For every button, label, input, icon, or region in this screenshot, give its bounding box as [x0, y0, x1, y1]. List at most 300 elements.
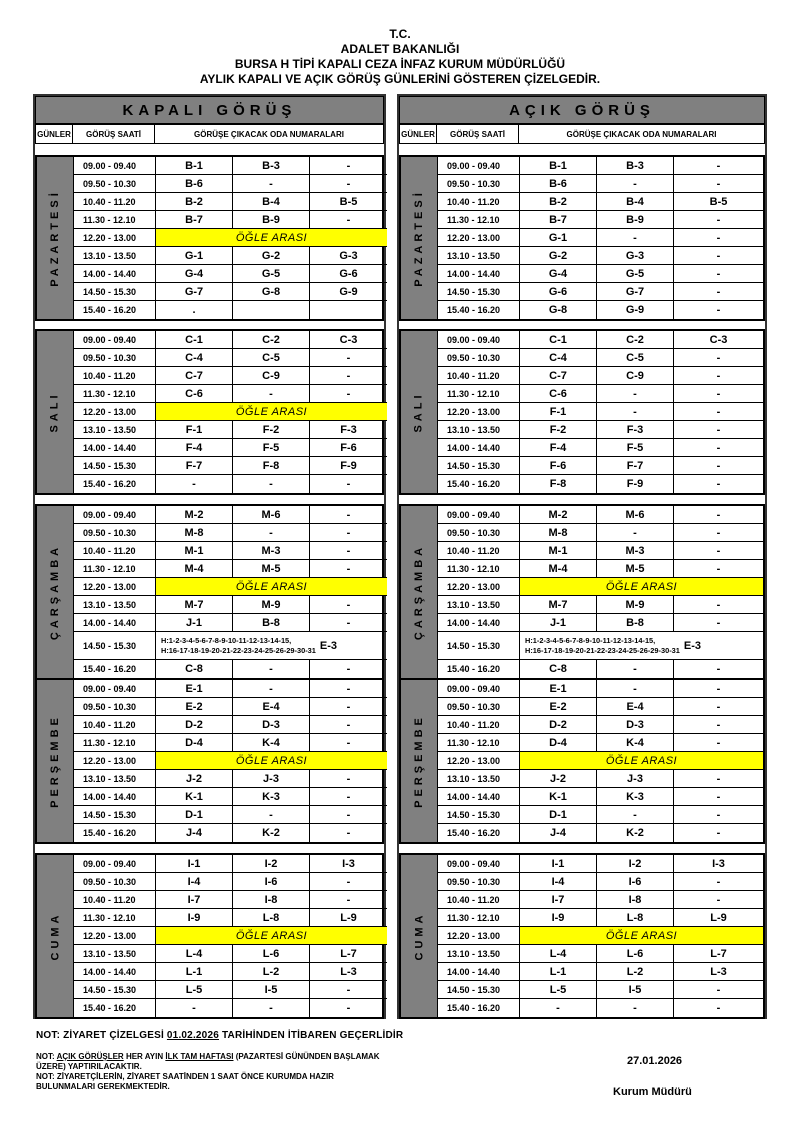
room-number: B-7 [156, 211, 233, 228]
table-row [438, 457, 763, 475]
room-number: - [233, 680, 310, 697]
room-number: G-8 [233, 283, 310, 300]
room-number: I-9 [156, 909, 233, 926]
room-number: M-4 [156, 560, 233, 577]
room-number: - [233, 806, 310, 823]
time-slot: 09.00 - 09.40 [74, 506, 156, 523]
table-row [74, 824, 387, 842]
day-label [37, 331, 74, 493]
room-number: I-5 [597, 981, 674, 998]
time-slot: 10.40 - 11.20 [438, 193, 520, 210]
time-slot: 13.10 - 13.50 [74, 596, 156, 613]
h-room-line: H:16-17-18-19-20-21-22-23-24-25-26-29-30-31 [161, 645, 316, 655]
room-number: L-1 [156, 963, 233, 980]
room-number: C-6 [520, 385, 597, 402]
room-number: G-8 [520, 301, 597, 319]
room-number: B-5 [339, 195, 358, 208]
table-row [74, 301, 387, 319]
room-number: - [233, 475, 310, 493]
room-number: L-7 [710, 947, 727, 960]
table-row [74, 999, 387, 1017]
room-number: M-1 [156, 542, 233, 559]
day-label [37, 680, 74, 842]
day-label [401, 680, 438, 842]
time-slot: 14.50 - 15.30 [74, 283, 156, 300]
time-slot: 14.50 - 15.30 [438, 806, 520, 823]
table-row [74, 283, 387, 301]
day-label [37, 157, 74, 319]
table-row [438, 734, 763, 752]
room-number: I-5 [233, 981, 310, 998]
day-name: ÇARŞAMBA [49, 543, 62, 641]
room-number: L-2 [597, 963, 674, 980]
time-slot: 14.00 - 14.40 [74, 963, 156, 980]
time-slot: 09.00 - 09.40 [74, 680, 156, 697]
room-number: F-5 [233, 439, 310, 456]
table-row [74, 680, 387, 698]
note-acik-gorusler: AÇIK GÖRÜŞLER [56, 1052, 124, 1061]
day-label [37, 855, 74, 1017]
lunch-break: ÖĞLE ARASI [156, 403, 387, 420]
room-number: L-8 [233, 909, 310, 926]
room-number: - [716, 827, 721, 839]
table-row [438, 578, 763, 596]
room-number: I-8 [597, 891, 674, 908]
table-row [438, 367, 763, 385]
day-name: PERŞEMBE [49, 714, 61, 808]
note-text: ÜZERE) YAPTIRILACAKTIR. [36, 1062, 142, 1071]
day-name: CUMA [413, 911, 425, 961]
lunch-break: ÖĞLE ARASI [156, 752, 387, 769]
table-row [438, 229, 763, 247]
table-row [438, 770, 763, 788]
room-number: F-3 [340, 423, 357, 436]
room-number: - [346, 790, 351, 803]
time-slot: 13.10 - 13.50 [74, 247, 156, 264]
time-slot: 10.40 - 11.20 [74, 367, 156, 384]
room-number: F-5 [597, 439, 674, 456]
table-row [74, 578, 387, 596]
time-slot: 09.50 - 10.30 [438, 349, 520, 366]
time-slot: 15.40 - 16.20 [438, 660, 520, 678]
room-number: B-9 [597, 211, 674, 228]
room-number: - [346, 718, 351, 731]
day-label [401, 855, 438, 1017]
h-room-line: H:1-2-3-4-5-6-7-8-9-10-11-12-13-14-15, [161, 635, 292, 645]
room-number: G-4 [156, 265, 233, 282]
room-number: G-3 [597, 247, 674, 264]
table-row [438, 614, 763, 632]
room-number: M-4 [520, 560, 597, 577]
table-row [74, 945, 387, 963]
table-row [438, 211, 763, 229]
room-number: - [346, 544, 351, 557]
h-room-line: H:1-2-3-4-5-6-7-8-9-10-11-12-13-14-15, [525, 635, 656, 645]
table-row [74, 614, 387, 632]
room-number: - [716, 177, 721, 190]
day-name: ÇARŞAMBA [413, 543, 426, 641]
room-number: F-1 [520, 403, 597, 420]
room-number: C-4 [520, 349, 597, 366]
time-slot: 11.30 - 12.10 [74, 385, 156, 402]
room-number: I-8 [233, 891, 310, 908]
room-number: F-2 [233, 421, 310, 438]
time-slot: 10.40 - 11.20 [438, 542, 520, 559]
room-number: - [346, 663, 351, 675]
table-row [438, 660, 763, 678]
hospital-rooms [520, 632, 763, 659]
room-number: D-1 [156, 806, 233, 823]
room-number: C-5 [597, 349, 674, 366]
room-number: C-1 [520, 331, 597, 348]
room-number: - [156, 475, 233, 493]
acik-day-pazartesi [399, 155, 765, 321]
room-number: - [346, 1002, 351, 1014]
time-slot: 14.50 - 15.30 [438, 632, 520, 659]
time-slot: 09.50 - 10.30 [74, 873, 156, 890]
table-row [74, 524, 387, 542]
acik-day-cuma [399, 853, 765, 1019]
room-number: L-2 [233, 963, 310, 980]
room-number: - [346, 983, 351, 996]
room-number: - [716, 423, 721, 436]
time-slot: 09.00 - 09.40 [438, 157, 520, 174]
footer-date: 27.01.2026 [627, 1055, 683, 1067]
room-number: B-4 [233, 193, 310, 210]
table-row [438, 542, 763, 560]
room-number: L-5 [156, 981, 233, 998]
room-number: M-5 [597, 560, 674, 577]
time-slot: 09.00 - 09.40 [438, 331, 520, 348]
room-number: - [346, 159, 351, 172]
room-number: L-6 [597, 945, 674, 962]
table-row [74, 421, 387, 439]
room-number: C-1 [156, 331, 233, 348]
table-row [74, 211, 387, 229]
room-number: - [716, 459, 721, 472]
time-slot: 13.10 - 13.50 [74, 945, 156, 962]
table-row [74, 331, 387, 349]
room-number: G-5 [597, 265, 674, 282]
table-row [438, 999, 763, 1017]
table-row [438, 283, 763, 301]
room-number: M-8 [156, 524, 233, 541]
room-number: - [346, 508, 351, 521]
time-slot: 14.50 - 15.30 [438, 283, 520, 300]
table-row [74, 193, 387, 211]
room-number: I-6 [597, 873, 674, 890]
time-slot: 14.00 - 14.40 [74, 788, 156, 805]
time-slot: 11.30 - 12.10 [74, 211, 156, 228]
acik-day-sali [399, 329, 765, 495]
time-slot: 15.40 - 16.20 [74, 999, 156, 1017]
room-number: - [716, 893, 721, 906]
table-row [74, 909, 387, 927]
time-slot: 09.00 - 09.40 [74, 157, 156, 174]
acik-title: AÇIK GÖRÜŞ [399, 96, 765, 124]
col-saat: GÖRÜŞ SAATİ [73, 125, 155, 143]
room-number: - [716, 304, 721, 316]
time-slot: 09.50 - 10.30 [438, 524, 520, 541]
table-row [438, 265, 763, 283]
room-number: D-2 [520, 716, 597, 733]
table-row [74, 506, 387, 524]
time-slot: 12.20 - 13.00 [438, 403, 520, 420]
room-number: B-6 [520, 175, 597, 192]
time-slot: 09.00 - 09.40 [74, 331, 156, 348]
time-slot: 10.40 - 11.20 [74, 891, 156, 908]
col-oda: GÖRÜŞE ÇIKACAK ODA NUMARALARI [194, 129, 344, 139]
room-number: L-7 [340, 947, 357, 960]
room-number: - [346, 827, 351, 839]
kapali-day-persembe [35, 678, 384, 844]
time-slot: 10.40 - 11.20 [74, 716, 156, 733]
lunch-break: ÖĞLE ARASI [520, 578, 763, 595]
room-number: D-2 [156, 716, 233, 733]
room-number: C-9 [233, 367, 310, 384]
room-number: C-7 [520, 367, 597, 384]
lunch-break: ÖĞLE ARASI [156, 927, 387, 944]
time-slot: 11.30 - 12.10 [438, 734, 520, 751]
room-number: C-8 [156, 660, 233, 678]
room-number: B-1 [520, 157, 597, 174]
room-number: - [233, 385, 310, 402]
acik-column-header [399, 124, 765, 144]
room-number: E-2 [520, 698, 597, 715]
room-number: - [716, 369, 721, 382]
table-row [438, 927, 763, 945]
room-number: - [233, 175, 310, 192]
room-number: - [597, 385, 674, 402]
table-row [74, 855, 387, 873]
time-slot: 12.20 - 13.00 [74, 403, 156, 420]
time-slot: 12.20 - 13.00 [74, 752, 156, 769]
room-number: C-5 [233, 349, 310, 366]
table-row [438, 157, 763, 175]
table-row [74, 596, 387, 614]
room-number: M-9 [597, 596, 674, 613]
room-number: B-2 [520, 193, 597, 210]
room-number: - [716, 526, 721, 539]
table-row [438, 560, 763, 578]
lunch-break: ÖĞLE ARASI [156, 229, 387, 246]
time-slot: 13.10 - 13.50 [74, 421, 156, 438]
time-slot: 12.20 - 13.00 [74, 229, 156, 246]
acik-day-carsamba [399, 504, 765, 680]
kapali-day-pazartesi [35, 155, 384, 321]
table-row [74, 439, 387, 457]
room-number: - [716, 790, 721, 803]
h-room-list [525, 636, 680, 656]
table-row [438, 349, 763, 367]
table-row [438, 193, 763, 211]
room-number: C-9 [597, 367, 674, 384]
room-number: B-7 [520, 211, 597, 228]
time-slot: 13.10 - 13.50 [74, 770, 156, 787]
room-number: M-3 [597, 542, 674, 559]
room-number: - [346, 772, 351, 785]
table-row [74, 175, 387, 193]
room-number: D-3 [597, 716, 674, 733]
h-room-list [161, 636, 316, 656]
time-slot: 15.40 - 16.20 [74, 660, 156, 678]
room-number: - [716, 598, 721, 611]
room-number: J-1 [520, 614, 597, 631]
kapali-column-header [35, 124, 384, 144]
table-row [74, 632, 387, 660]
room-number: - [716, 718, 721, 731]
note-text: (PAZARTESİ GÜNÜNDEN BAŞLAMAK [233, 1052, 380, 1061]
time-slot: 14.00 - 14.40 [74, 439, 156, 456]
h-room-line: H:16-17-18-19-20-21-22-23-24-25-26-29-30-31 [525, 645, 680, 655]
room-number: L-4 [520, 945, 597, 962]
room-number: J-1 [156, 614, 233, 631]
room-number: F-7 [597, 457, 674, 474]
room-number: - [716, 772, 721, 785]
table-row [74, 367, 387, 385]
room-number: M-1 [520, 542, 597, 559]
room-number: - [716, 562, 721, 575]
table-row [438, 873, 763, 891]
validity-note-suffix: TARİHİNDEN İTİBAREN GEÇERLİDİR [218, 1030, 404, 1041]
time-slot: 14.50 - 15.30 [74, 632, 156, 659]
room-number: C-8 [520, 660, 597, 678]
day-name: SALI [49, 391, 61, 433]
table-row [74, 698, 387, 716]
col-oda: GÖRÜŞE ÇIKACAK ODA NUMARALARI [566, 129, 717, 139]
table-row [438, 855, 763, 873]
room-number: C-2 [233, 331, 310, 348]
room-number: B-6 [156, 175, 233, 192]
room-number: - [346, 598, 351, 611]
time-slot: 13.10 - 13.50 [438, 596, 520, 613]
room-number: C-3 [709, 333, 728, 346]
room-number: F-8 [233, 457, 310, 474]
room-number: K-1 [156, 788, 233, 805]
room-number: F-4 [520, 439, 597, 456]
room-number: D-4 [520, 734, 597, 751]
room-number: - [716, 544, 721, 557]
table-row [74, 475, 387, 493]
time-slot: 10.40 - 11.20 [74, 542, 156, 559]
time-slot: 10.40 - 11.20 [438, 367, 520, 384]
room-number: I-4 [156, 873, 233, 890]
room-number: L-1 [520, 963, 597, 980]
table-row [74, 788, 387, 806]
day-name: SALI [413, 391, 425, 433]
room-number: C-3 [339, 333, 358, 346]
room-number: M-3 [233, 542, 310, 559]
room-number: C-2 [597, 331, 674, 348]
time-slot: 09.00 - 09.40 [438, 680, 520, 697]
table-row [74, 963, 387, 981]
acik-gorus-note [36, 1052, 380, 1092]
time-slot: 14.00 - 14.40 [438, 439, 520, 456]
col-gunler: GÜNLER [36, 125, 73, 143]
room-number: M-8 [520, 524, 597, 541]
room-number: B-4 [597, 193, 674, 210]
table-row [74, 716, 387, 734]
room-number: - [716, 1002, 721, 1014]
table-row [438, 824, 763, 842]
room-number: L-6 [233, 945, 310, 962]
room-number: I-2 [597, 855, 674, 872]
room-number: - [346, 177, 351, 190]
table-row [438, 909, 763, 927]
room-number: L-9 [340, 911, 357, 924]
time-slot: 10.40 - 11.20 [74, 193, 156, 210]
table-row [74, 560, 387, 578]
day-label [401, 506, 438, 678]
kapali-title: KAPALI GÖRÜŞ [35, 96, 384, 124]
acik-day-persembe [399, 678, 765, 844]
room-number [233, 301, 310, 319]
room-number: I-1 [156, 855, 233, 872]
room-number: I-3 [342, 857, 355, 870]
lunch-break: ÖĞLE ARASI [156, 578, 387, 595]
table-row [438, 439, 763, 457]
time-slot: 14.50 - 15.30 [74, 457, 156, 474]
room-number: - [346, 875, 351, 888]
room-number: K-1 [520, 788, 597, 805]
room-number: F-6 [520, 457, 597, 474]
room-number: I-3 [712, 857, 725, 870]
room-number: D-4 [156, 734, 233, 751]
room-number: - [716, 700, 721, 713]
room-number: B-5 [709, 195, 728, 208]
table-row [438, 475, 763, 493]
table-row [438, 698, 763, 716]
time-slot: 14.50 - 15.30 [74, 981, 156, 998]
room-number: K-3 [233, 788, 310, 805]
time-slot: 10.40 - 11.20 [438, 891, 520, 908]
table-row [74, 247, 387, 265]
room-number: F-1 [156, 421, 233, 438]
table-row [438, 301, 763, 319]
room-number: J-3 [233, 770, 310, 787]
table-row [438, 632, 763, 660]
room-number: J-4 [520, 824, 597, 842]
room-number: - [716, 387, 721, 400]
room-number: E-4 [233, 698, 310, 715]
col-gunler: GÜNLER [400, 125, 437, 143]
table-row [74, 752, 387, 770]
room-number: M-7 [520, 596, 597, 613]
table-row [438, 421, 763, 439]
room-number: G-7 [597, 283, 674, 300]
room-number: K-2 [233, 824, 310, 842]
table-row [438, 175, 763, 193]
room-number: L-4 [156, 945, 233, 962]
room-number: L-3 [340, 965, 357, 978]
validity-note-date: 01.02.2026 [166, 1030, 219, 1041]
table-row [438, 963, 763, 981]
time-slot: 14.00 - 14.40 [438, 788, 520, 805]
room-number: - [716, 875, 721, 888]
room-number: G-2 [233, 247, 310, 264]
time-slot: 11.30 - 12.10 [438, 560, 520, 577]
room-number: C-7 [156, 367, 233, 384]
table-row [438, 806, 763, 824]
time-slot: 09.00 - 09.40 [438, 506, 520, 523]
time-slot: 11.30 - 12.10 [438, 385, 520, 402]
time-slot: 14.00 - 14.40 [74, 265, 156, 282]
room-number: M-7 [156, 596, 233, 613]
table-row [438, 247, 763, 265]
room-number: K-4 [597, 734, 674, 751]
table-row [74, 891, 387, 909]
room-number: - [597, 175, 674, 192]
